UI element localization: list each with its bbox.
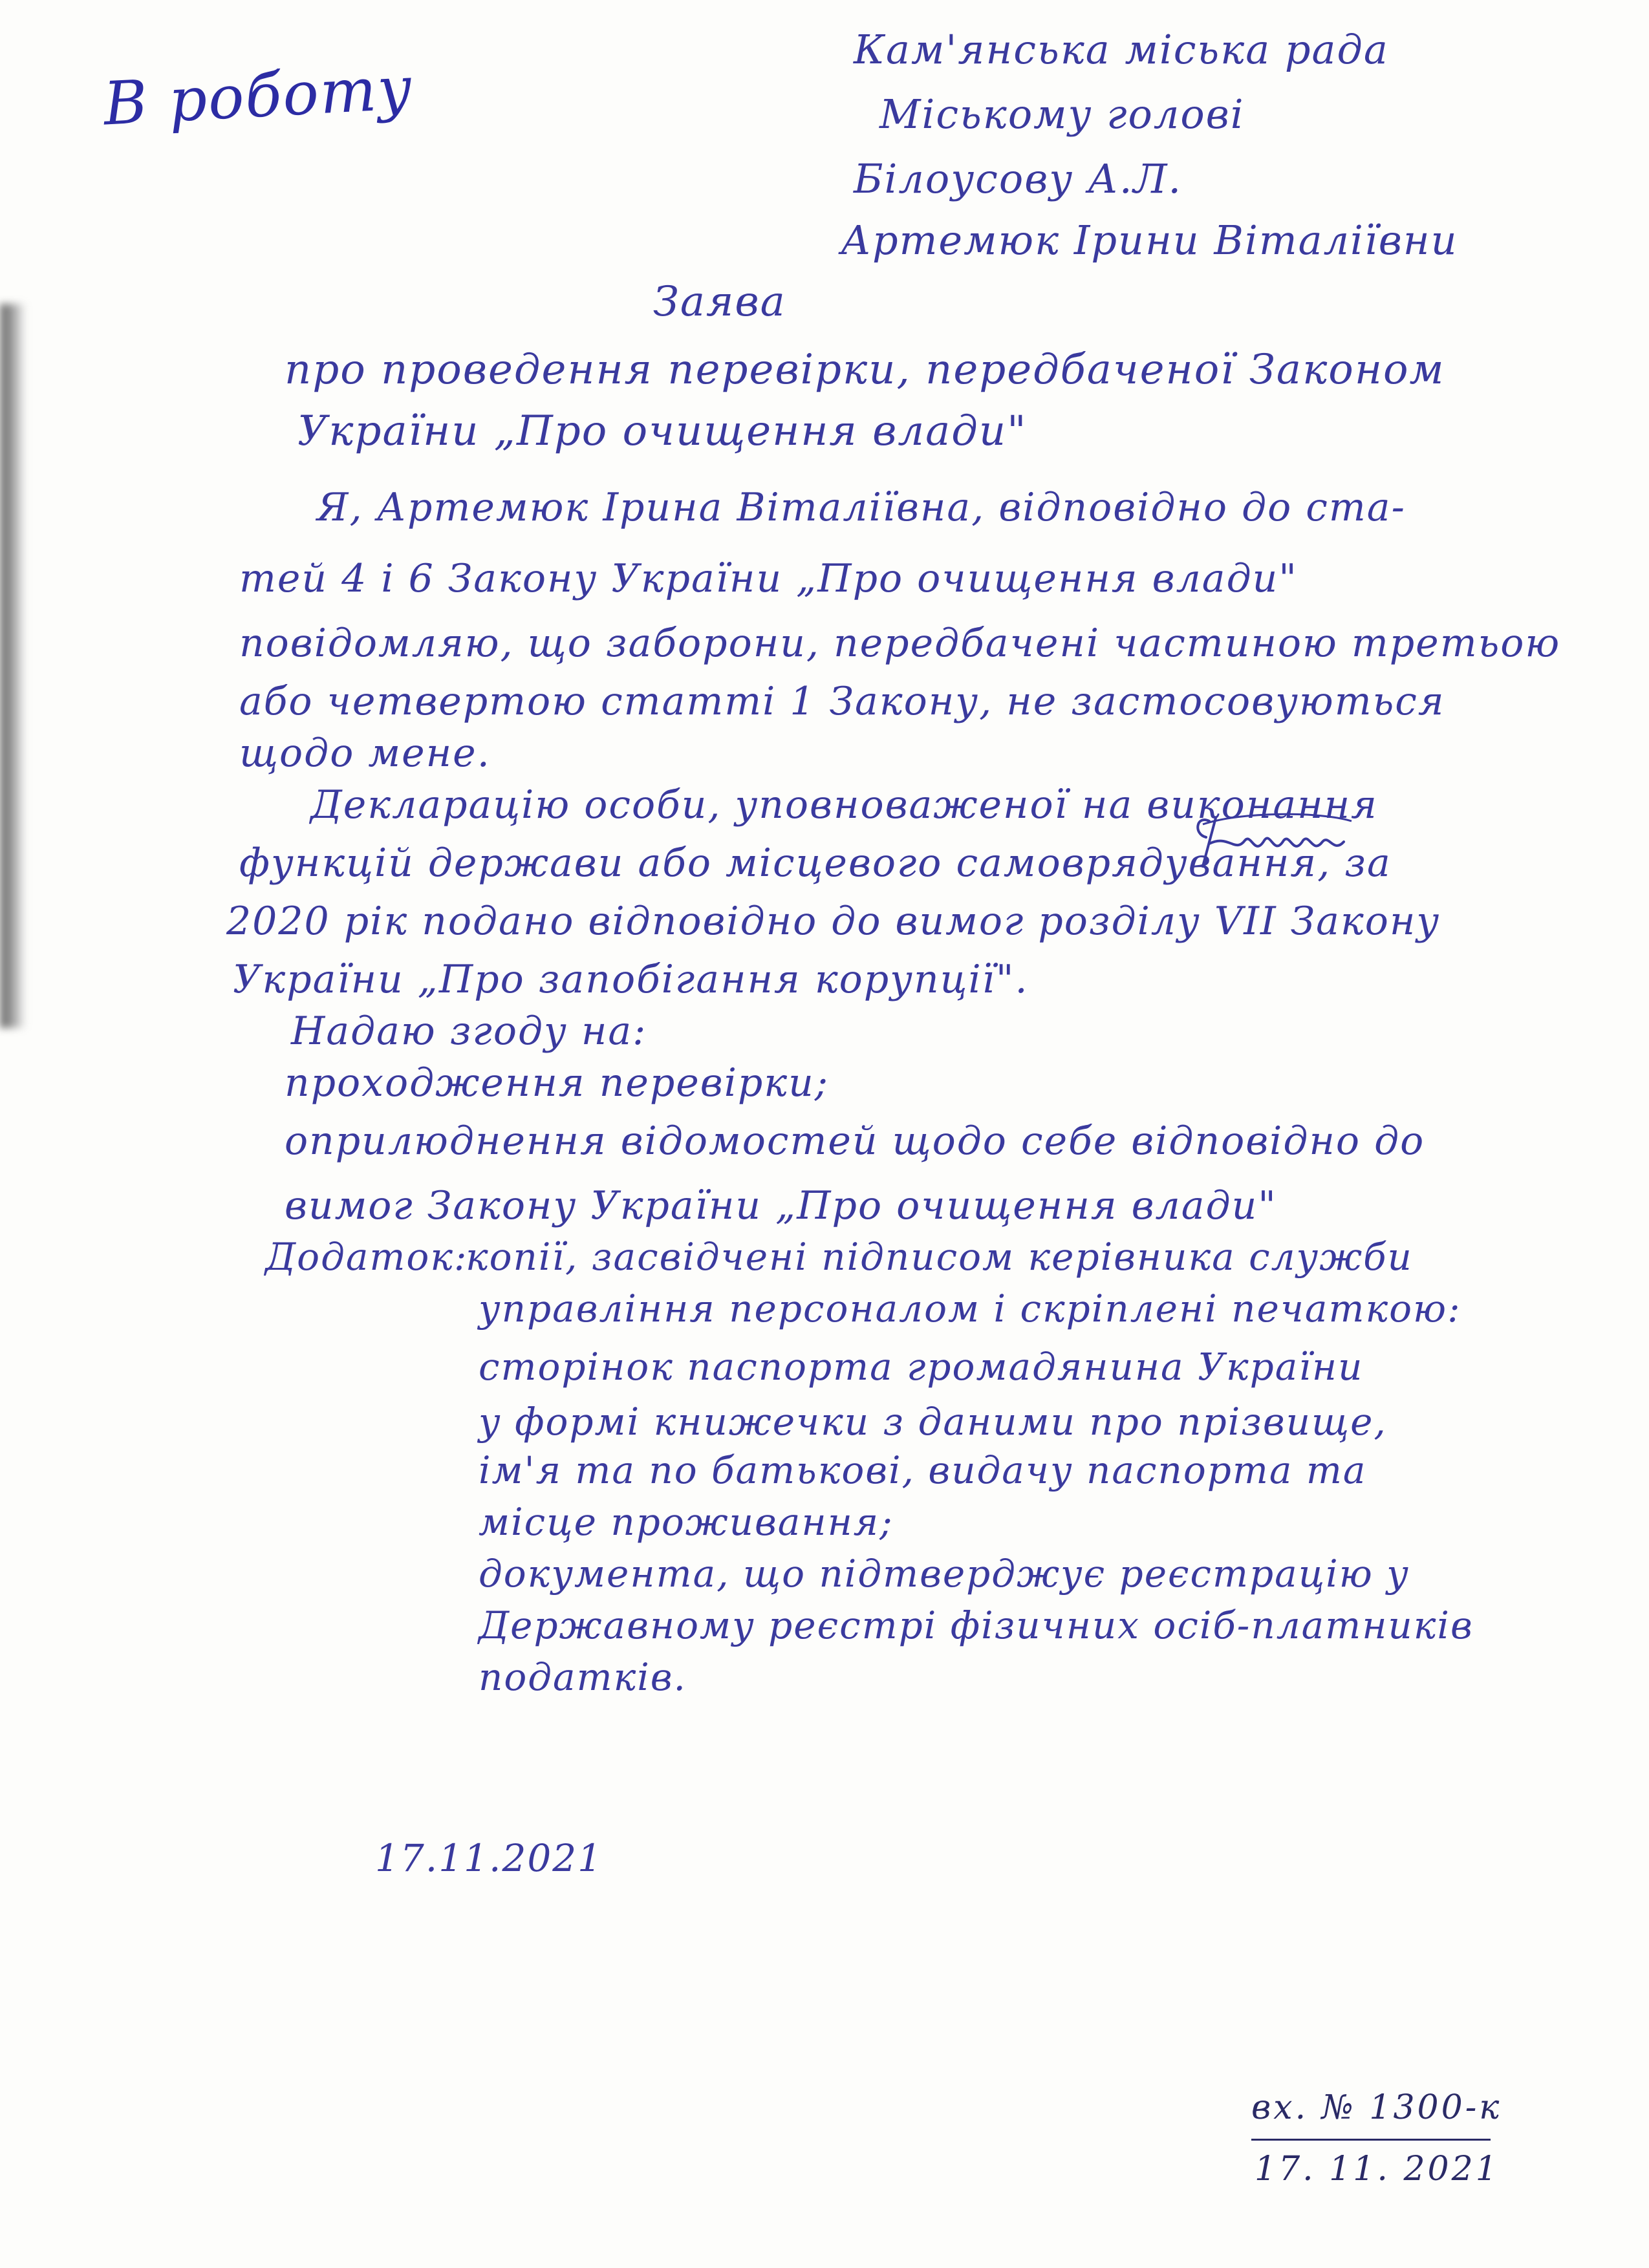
body-line: функцій держави або місцевого самоврядування, за [239,840,1392,886]
attachment-label: Додаток: [265,1235,468,1279]
attachment-line: управління персоналом і скріплені печаткою: [479,1287,1461,1331]
registration-number: вх. № 1300-к [1251,2088,1502,2127]
attachment-line: місце проживання; [479,1500,894,1544]
scan-edge-mark [0,304,26,1028]
attachment-line: ім'я та по батькові, видачу паспорта та [479,1448,1367,1492]
body-line: проходження перевірки; [285,1060,829,1106]
addressee-position: Міському голові [879,91,1245,138]
attachment-line: сторінок паспорта громадянина України [479,1345,1364,1389]
title-line-2: України „Про очищення влади" [297,407,1028,455]
body-line: 2020 рік подано відповідно до вимог розділу VII Закону [226,899,1441,944]
body-line: Надаю згоду на: [291,1009,647,1054]
attachment-line: документа, що підтверджує реєстрацію у [479,1552,1410,1596]
attachment-line: у формі книжечки з даними про прізвище, [479,1400,1387,1444]
registration-date: 17. 11. 2021 [1255,2150,1500,2188]
applicant-name: Артемюк Ірини Віталіївни [841,217,1458,264]
resolution-note: В роботу [102,53,415,139]
signature [1190,808,1358,879]
body-line: Я, Артемюк Ірина Віталіївна, відповідно до ста- [317,485,1406,530]
attachment-line: Державному реєстрі фізичних осіб-платників [479,1603,1474,1647]
attachment-line: податків. [479,1655,687,1699]
document-title: Заява [653,278,786,326]
body-line: тей 4 і 6 Закону України „Про очищення влади" [239,556,1298,601]
addressee-name: Білоусову А.Л. [854,155,1183,202]
body-line: оприлюднення відомостей щодо себе відповідно до [285,1118,1425,1164]
body-line: повідомляю, що заборони, передбачені частиною третьою [239,621,1561,666]
body-line: щодо мене. [239,731,491,776]
body-line: Декларацію особи, уповноваженої на виконання [310,782,1378,828]
registration-divider [1251,2139,1491,2141]
addressee-council: Кам'янська міська рада [854,26,1389,73]
application-date: 17.11.2021 [375,1836,603,1880]
body-line: або четвертою статті 1 Закону, не застосовуються [239,679,1445,724]
body-line: України „Про запобігання корупції". [233,957,1029,1002]
body-line: вимог Закону України „Про очищення влади" [285,1183,1277,1228]
title-line-1: про проведення перевірки, передбаченої Законом [285,346,1445,394]
attachment-line: копії, засвідчені підписом керівника служби [466,1235,1413,1279]
